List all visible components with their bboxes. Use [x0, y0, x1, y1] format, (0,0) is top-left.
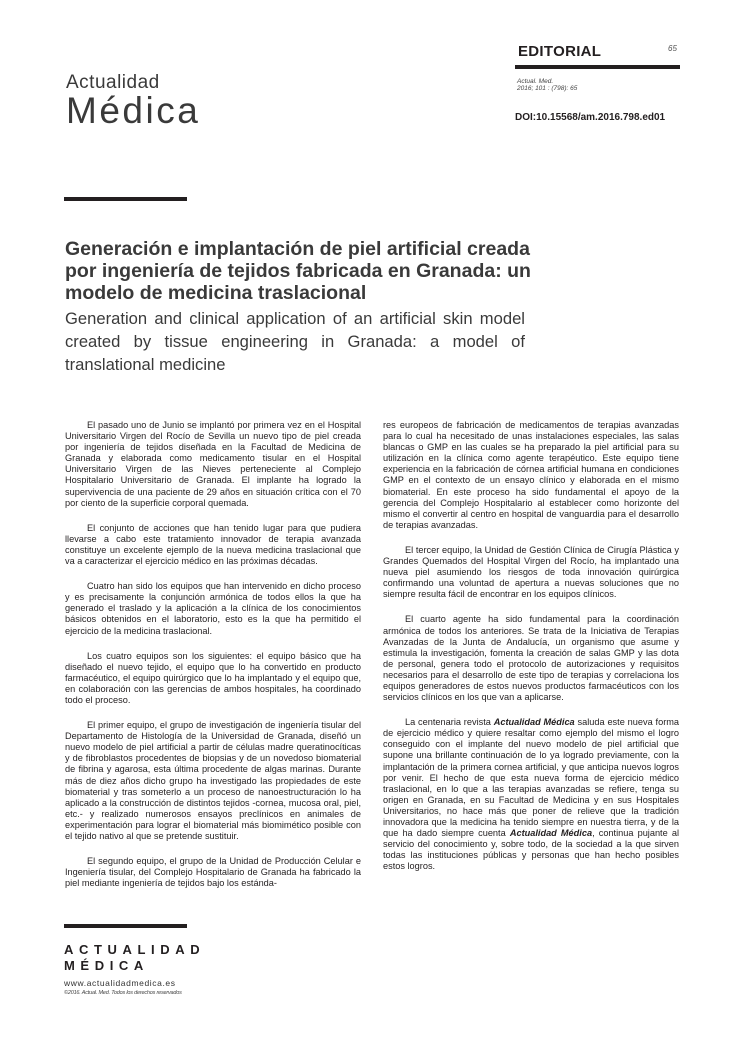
text-run: La centenaria revista: [405, 717, 494, 728]
paragraph: El tercer equipo, la Unidad de Gestión Clínica de Cirugía Plástica y Grandes Quemados del Hospital Virgen del Rocío, ha implantado una nueva piel asumiendo los riesgos de toda innovación quirúrgica confirmando una voluntad de apertura a nuevas soluciones que no siempre resulta fácil de encontrar en los equipos clínicos.: [383, 544, 679, 600]
paragraph: El pasado uno de Junio se implantó por primera vez en el Hospital Universitario Virgen del Rocío de Sevilla un nuevo tipo de piel creada por ingeniería de tejidos diseñada en la Facultad de Medicina de Granada y elaborada como medicamento tisular en el Hospital Universitario Virgen de las Nieves perteneciente al Complejo Hospitalario Universitario de Granada. El implante ha logrado la supervivencia de una paciente de 29 años en situación crítica con el 70 por ciento de la superficie corporal quemada.: [65, 420, 361, 508]
paragraph: res europeos de fabricación de medicamentos de terapias avanzadas para lo cual ha necesitado de unas instalaciones especiales, las salas blancas o GMP en las cuales se ha preparado la piel artificial para su utilización en la clínica como agente terapéutico. Este equipo tiene experiencia en la fabricación de córnea artificial humana en condiciones GMP en el contexto de un ensayo clínico y elaborada en el mismo biomaterial. En este proceso ha sido fundamental el apoyo de la gerencia del Complejo Hospitalario al establecer como horizonte del mismo el convertir al centro en hospital de vanguardia para el desarrollo de terapias avanzadas.: [383, 420, 679, 530]
footer-url[interactable]: www.actualidadmedica.es: [64, 978, 176, 988]
paragraph: El primer equipo, el grupo de investigación de ingeniería tisular del Departamento de Histología de la Universidad de Granada, diseñó un nuevo modelo de piel artificial a partir de células madre queratinocíticas y de fibroblastos procedentes de biopsias y de un novedoso biomaterial de fibrina y agarosa, esta última procedente de algas marinas. Durante más de diez años dicho grupo ha investigado las propiedades de este biomaterial y tras someterlo a un proceso de nanoestructuración lo ha aplicado a la construcción de distintos tejidos -cornea, mucosa oral, piel, etc.- y realizado numerosos ensayos preclínicos en animales de experimentación para lograr el biomaterial más biomimético posible con el tejido nativo al que se pretende sustituir.: [65, 720, 361, 841]
doi: DOI:10.15568/am.2016.798.ed01: [515, 112, 666, 123]
paragraph: El segundo equipo, el grupo de la Unidad de Producción Celular e Ingeniería tisular, del Complejo Hospitalario de Granada ha fabricado la piel mediante ingeniería de tejidos bajo los estánda-: [65, 856, 361, 889]
footer-logo-line-1: ACTUALIDAD: [64, 942, 206, 957]
footer-logo: [64, 942, 205, 974]
logo-line-1: Actualidad: [66, 72, 160, 93]
journal-name: Actualidad Médica: [493, 717, 575, 728]
copyright: ©2016. Actual. Med. Todos los derechos reservados: [64, 990, 182, 996]
logo-divider: [64, 197, 187, 201]
section-label: EDITORIAL: [518, 43, 602, 60]
citation: [517, 78, 577, 92]
text-run: , continua pujante al servicio del conocimiento y, sobre todo, de la sociedad a la que sirven todas las instituciones públicas y personas que han hecho posibles estos logros.: [383, 828, 679, 872]
body-column-right: [383, 420, 679, 872]
paragraph: El conjunto de acciones que han tenido lugar para que pudiera llevarse a cabo este tratamiento innovador de terapia avanzada constituye un excelente ejemplo de la nueva medicina traslacional que va a caracterizar el ejercicio médico en las próximas décadas.: [65, 522, 361, 567]
text-run: saluda este nueva forma de ejercicio médico y quiere resaltar como ejemplo del mismo el logro conseguido con el implante del nuevo modelo de piel artificial que supone una brillante continuación de lo ya logrado previamente, con la implantación de la primera cornea artificial, y que anticipa nuevos logros por venir. El hecho de que esta nueva forma de ejercicio médico traslacional, en lo que a las terapias avanzadas se refiere, tenga su origen en Granada, en su Facultad de Medicina y en sus Hospitales Universitarios, no hace más que poner de relieve que la tradición innovadora que la medicina ha tenido siempre en nuestra tierra, y de la que ha dado siempre cuenta: [383, 717, 680, 839]
footer-logo-line-2: MÉDICA: [64, 958, 149, 973]
journal-name: Actualidad Médica: [509, 828, 593, 839]
citation-journal: Actual. Med.: [517, 78, 554, 85]
body-column-left: [65, 420, 361, 889]
paragraph: El cuarto agente ha sido fundamental para la coordinación armónica de todos los anteriores. Se trata de la Iniciativa de Terapias Avanzadas de la Junta de Andalucía, un organismo que asume y estimula la investigación, fomenta la creación de salas GMP y las dota de personal, genera todo el protocolo de autorizaciones y requisitos necesarios para el desarrollo de este tipo de terapias y correlaciona los equipos generadores de estos nuevos productos farmacéuticos con los servicios clínicos en los que van a aplicarse.: [383, 614, 679, 703]
paragraph: [383, 717, 679, 872]
citation-volume: 2016; 101 : (798): 65: [517, 85, 578, 92]
journal-logo: [66, 72, 200, 130]
title-english: Generation and clinical application of an artificial skin model created by tissue engineering in Granada: a model of translational medicine: [65, 309, 525, 374]
footer-divider: [64, 924, 187, 928]
paragraph: Los cuatro equipos son los siguientes: el equipo básico que ha diseñado el nuevo tejido, el equipo que lo ha convertido en producto farmacéutico, el equipo quirúrgico que lo ha implantado y el equipo que, en colaboración con las gerencias de ambos hospitales, ha coordinado todo el proceso.: [65, 650, 361, 705]
paragraph: Cuatro han sido los equipos que han intervenido en dicho proceso y es precisamente la conjunción armónica de todos ellos la que ha generado el traslado y la aplicación a la clínica de los conocimientos básicos obtenidos en el laboratorio, esto es la que ha permitido el ejercicio de la medicina traslacional.: [65, 581, 361, 636]
logo-line-2: Médica: [66, 90, 201, 131]
page-number: 65: [668, 44, 677, 53]
header-divider: [515, 65, 680, 69]
title-spanish: Generación e implantación de piel artificial creada por ingeniería de tejidos fabricada en Granada: un modelo de medicina traslacional: [65, 238, 531, 304]
